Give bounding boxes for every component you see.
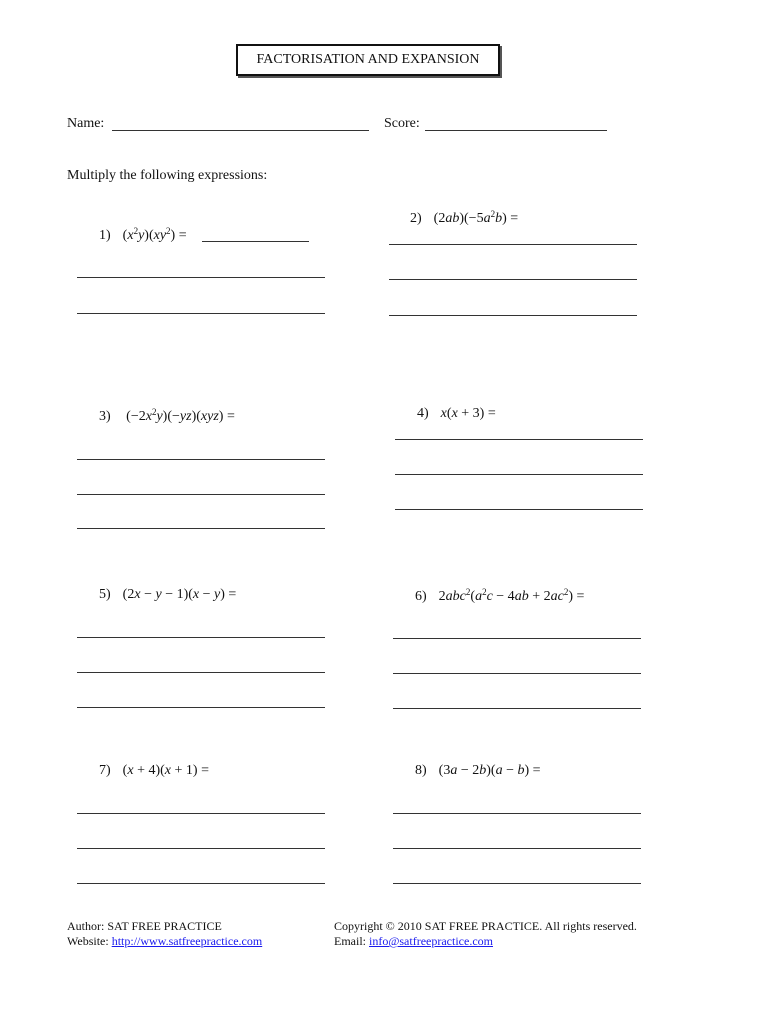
answer-line[interactable] (202, 241, 309, 242)
answer-line[interactable] (395, 474, 643, 475)
instructions: Multiply the following expressions: (67, 168, 268, 183)
problem-4: 4) x(x + 3) = (417, 406, 496, 421)
answer-line[interactable] (393, 848, 641, 849)
website-link[interactable]: http://www.satfreepractice.com (111, 934, 263, 948)
answer-line[interactable] (77, 494, 325, 495)
answer-line[interactable] (393, 708, 641, 709)
answer-line[interactable] (77, 848, 325, 849)
problem-3: 3) $(-2x^2y)(-yz)(xyz)$ = (99, 407, 235, 424)
problem-number: 3) (99, 409, 111, 424)
email-label: Email: (334, 934, 366, 948)
answer-line[interactable] (77, 459, 325, 460)
author-label: Author: (67, 919, 105, 933)
author-name: SAT FREE PRACTICE (107, 919, 222, 933)
answer-line[interactable] (77, 672, 325, 673)
problem-number: 7) (99, 763, 111, 778)
answer-line[interactable] (389, 279, 637, 280)
website-label: Website: (67, 934, 109, 948)
worksheet-title (236, 44, 500, 76)
problem-number: 2) (410, 211, 422, 226)
email-link[interactable]: info@satfreepractice.com (369, 934, 493, 948)
answer-line[interactable] (77, 277, 325, 278)
problem-5: 5) (2x − y − 1)(x − y) = (99, 587, 237, 602)
problem-1: 1) $(x^2y)(xy^2)$ = (99, 226, 187, 243)
score-field[interactable] (425, 116, 607, 131)
problem-2: 2) $(2ab)(-5a^2b)$ = (410, 209, 519, 226)
answer-line[interactable] (77, 528, 325, 529)
problem-number: 6) (415, 589, 427, 604)
copyright-notice: Copyright © 2010 SAT FREE PRACTICE. All rights reserved. (334, 919, 637, 933)
score-label: Score: (384, 116, 420, 131)
answer-line[interactable] (393, 638, 641, 639)
answer-line[interactable] (395, 439, 643, 440)
problem-6: 6) $2abc^2(a^2c - 4ab + 2ac^2)$ = (415, 587, 585, 604)
problem-number: 4) (417, 406, 429, 421)
footer-left (67, 919, 262, 949)
answer-line[interactable] (77, 313, 325, 314)
footer-author (67, 919, 262, 934)
answer-line[interactable] (393, 883, 641, 884)
name-field[interactable] (112, 116, 369, 131)
problem-number: 8) (415, 763, 427, 778)
answer-line[interactable] (389, 244, 637, 245)
answer-line[interactable] (77, 883, 325, 884)
problem-7: 7) (x + 4)(x + 1) = (99, 763, 209, 778)
footer-email (334, 934, 637, 949)
answer-line[interactable] (395, 509, 643, 510)
name-label: Name: (67, 116, 105, 131)
problem-8: 8) (3a − 2b)(a − b) = (415, 763, 541, 778)
footer-website (67, 934, 262, 949)
answer-line[interactable] (393, 673, 641, 674)
answer-line[interactable] (389, 315, 637, 316)
problem-number: 1) (99, 228, 111, 243)
answer-line[interactable] (77, 637, 325, 638)
worksheet-title-text: FACTORISATION AND EXPANSION (256, 52, 480, 67)
answer-line[interactable] (77, 813, 325, 814)
footer-right (334, 919, 637, 949)
answer-line[interactable] (393, 813, 641, 814)
answer-line[interactable] (77, 707, 325, 708)
problem-number: 5) (99, 587, 111, 602)
